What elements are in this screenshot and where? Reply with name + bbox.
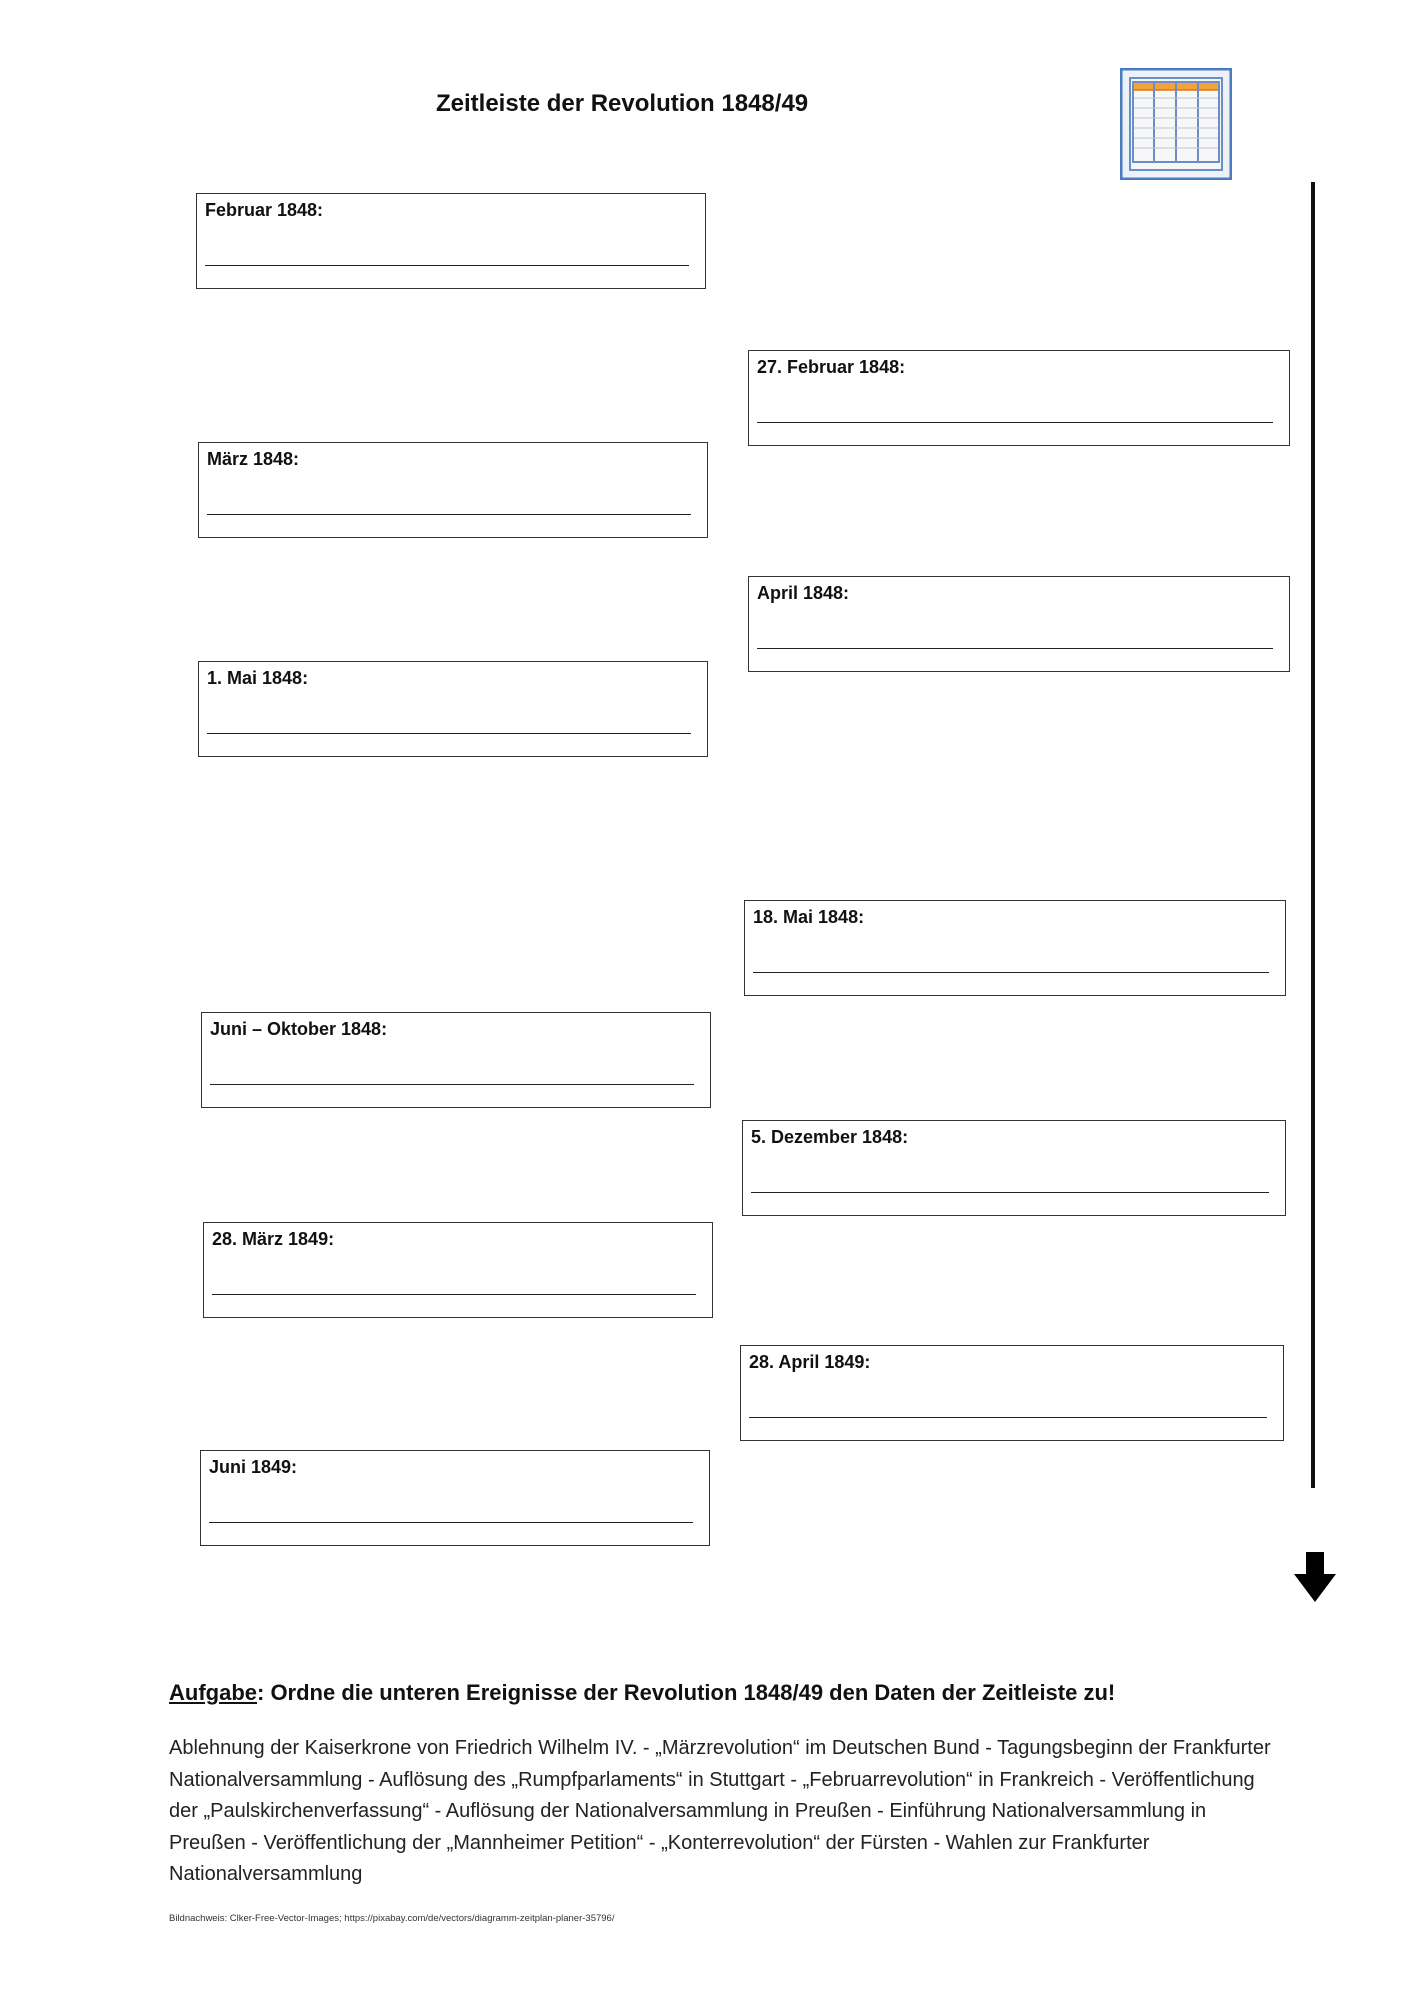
timeline-box-februar-1848 — [196, 193, 706, 289]
timeline-date-label: März 1848: — [207, 449, 300, 469]
calendar-table-icon — [1120, 68, 1232, 180]
arrow-down-icon — [1294, 1552, 1336, 1602]
timeline-box-28-april-1849 — [740, 1345, 1284, 1441]
timeline-box-5-dezember-1848 — [742, 1120, 1286, 1216]
timeline-box-maerz-1848 — [198, 442, 708, 538]
timeline-box-27-februar-1848 — [748, 350, 1290, 446]
answer-line[interactable] — [210, 1084, 694, 1085]
timeline-date-label: 27. Februar 1848: — [757, 357, 906, 377]
timeline-date-label: 28. April 1849: — [749, 1352, 871, 1372]
answer-line[interactable] — [749, 1417, 1267, 1418]
task-heading — [169, 1680, 1115, 1706]
answer-line[interactable] — [757, 648, 1273, 649]
answer-line[interactable] — [205, 265, 689, 266]
task-heading-label: Aufgabe — [169, 1680, 257, 1705]
timeline-date-label: April 1848: — [757, 583, 850, 603]
timeline-date-label: Juni – Oktober 1848: — [210, 1019, 388, 1039]
events-list-text: Ablehnung der Kaiserkrone von Friedrich Wilhelm IV. - „Märzrevolution“ im Deutschen Bund - Tagungsbeginn der Frankfurter Nationalversammlung - Auflösung des „Rumpfparlaments“ in Stuttgart - „Februarrevolution“ in Frankreich - Veröffentlichung der „Paulskirchenverfassung“ - Auflösung der Nationalversammlung in Preußen - Einführung Nationalversammlung in Preußen - Veröffentlichung der „Mannheimer Petition“ - „Konterrevolution“ der Fürsten - Wahlen zur Frankfurter Nationalversammlung — [169, 1737, 1271, 1885]
timeline-box-18-mai-1848 — [744, 900, 1286, 996]
answer-line[interactable] — [757, 422, 1273, 423]
answer-line[interactable] — [207, 514, 691, 515]
timeline-axis-line — [1311, 182, 1315, 1488]
timeline-date-label: 28. März 1849: — [212, 1229, 335, 1249]
answer-line[interactable] — [751, 1192, 1269, 1193]
timeline-date-label: 1. Mai 1848: — [207, 668, 309, 688]
answer-line[interactable] — [212, 1294, 696, 1295]
page-title: Zeitleiste der Revolution 1848/49 — [436, 90, 809, 117]
timeline-date-label: Juni 1849: — [209, 1457, 298, 1477]
image-credit: Bildnachweis: Clker-Free-Vector-Images; https://pixabay.com/de/vectors/diagramm-zeitplan-planer-35796/ — [169, 1913, 615, 1924]
answer-line[interactable] — [753, 972, 1269, 973]
timeline-date-label: 18. Mai 1848: — [753, 907, 865, 927]
task-heading-text: : Ordne die unteren Ereignisse der Revolution 1848/49 den Daten der Zeitleiste zu! — [257, 1680, 1116, 1705]
answer-line[interactable] — [207, 733, 691, 734]
timeline-box-28-maerz-1849 — [203, 1222, 713, 1318]
answer-line[interactable] — [209, 1522, 693, 1523]
timeline-box-juni-oktober-1848 — [201, 1012, 711, 1108]
timeline-date-label: Februar 1848: — [205, 200, 324, 220]
timeline-box-juni-1849 — [200, 1450, 710, 1546]
timeline-box-1-mai-1848 — [198, 661, 708, 757]
timeline-date-label: 5. Dezember 1848: — [751, 1127, 909, 1147]
timeline-box-april-1848 — [748, 576, 1290, 672]
